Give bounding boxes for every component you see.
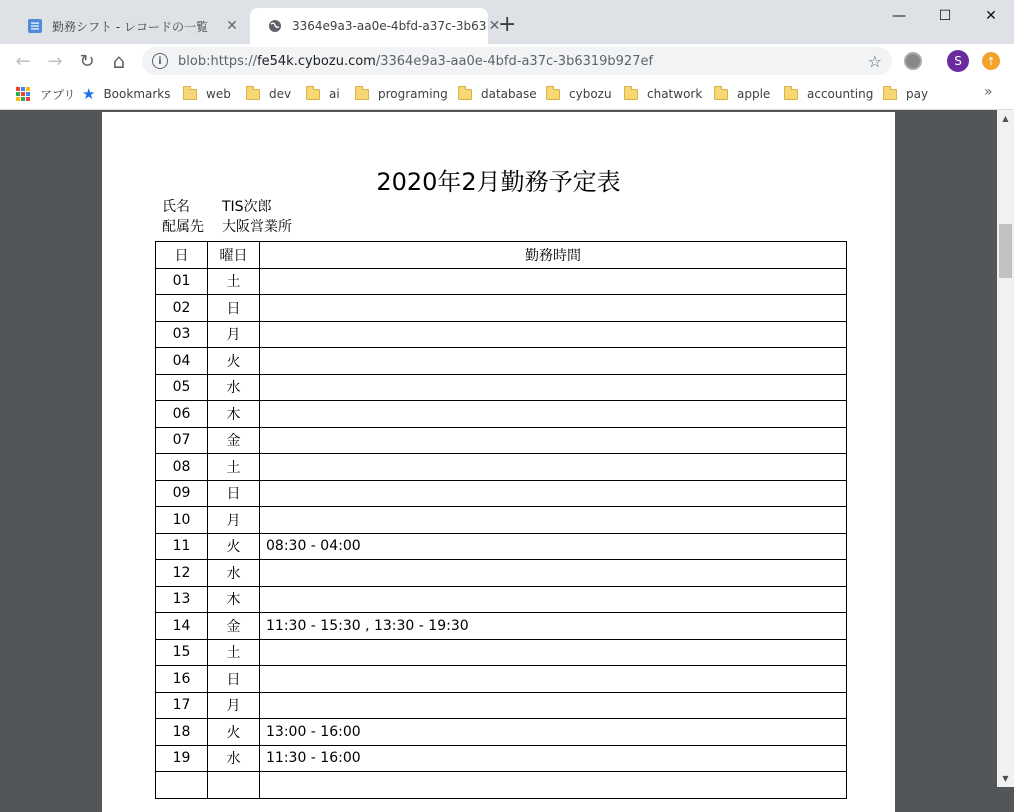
close-window-button[interactable]: ✕ [985,8,997,24]
folder-icon [546,89,560,100]
weekday-cell: 火 [208,348,260,375]
folder-icon [183,89,197,100]
apps-grid-icon [16,87,30,101]
site-info-icon[interactable]: i [152,53,168,69]
day-cell: 06 [156,401,208,428]
table-row [156,560,847,587]
work-hours-cell: 11:30 - 16:00 [260,745,847,772]
vertical-scrollbar[interactable] [997,110,1014,787]
schedule-table [155,241,847,799]
weekday-cell: 水 [208,374,260,401]
folder-icon [883,89,897,100]
work-hours-cell: 13:00 - 16:00 [260,719,847,746]
work-hours-cell [260,692,847,719]
day-cell: 19 [156,745,208,772]
day-cell: 12 [156,560,208,587]
folder-icon [458,89,472,100]
weekday-cell: 土 [208,268,260,295]
bookmark-apps[interactable] [16,86,76,102]
home-button[interactable]: ⌂ [112,49,126,73]
work-hours-cell [260,374,847,401]
work-hours-cell [260,321,847,348]
weekday-cell: 火 [208,719,260,746]
tab-close-icon[interactable]: ✕ [226,18,238,34]
document-title: 2020年2月勤務予定表 [376,168,621,196]
tab-blob-pdf[interactable] [250,8,501,44]
day-cell: 17 [156,692,208,719]
bookmark-label: programing [378,87,448,101]
weekday-cell: 金 [208,427,260,454]
bookmarks-overflow-button[interactable]: » [984,84,993,100]
bookmark-label: web [206,87,231,101]
bookmark-folder-pay[interactable] [883,86,928,102]
table-row [156,666,847,693]
day-cell: 09 [156,480,208,507]
folder-icon [784,89,798,100]
folder-icon [246,89,260,100]
table-row [156,480,847,507]
address-bar[interactable] [142,47,892,75]
tab-title: 勤務シフト - レコードの一覧 [52,19,208,34]
day-cell: 15 [156,639,208,666]
url-text [178,54,868,69]
bookmark-label: accounting [807,87,874,101]
table-row [156,454,847,481]
weekday-cell: 月 [208,692,260,719]
name-label: 氏名 [162,199,190,215]
work-hours-cell [260,560,847,587]
bookmark-label: dev [269,87,292,101]
day-cell: 02 [156,295,208,322]
table-row [156,745,847,772]
url-host: fe54k.cybozu.com [257,53,376,69]
name-row [162,196,272,216]
tab-close-icon[interactable]: ✕ [488,18,501,34]
table-row [156,772,847,799]
minimize-button[interactable]: — [892,8,906,24]
kintone-list-icon [28,19,42,33]
work-hours-cell [260,268,847,295]
bookmark-label: apple [737,87,771,101]
day-cell: 07 [156,427,208,454]
folder-icon [355,89,369,100]
weekday-cell: 水 [208,560,260,587]
bookmark-folder-database[interactable] [458,86,537,102]
table-row [156,295,847,322]
weekday-cell: 土 [208,639,260,666]
department-row [162,216,292,236]
work-hours-cell [260,639,847,666]
tab-shift-list[interactable] [10,8,250,44]
weekday-cell: 日 [208,295,260,322]
back-button[interactable]: ← [15,50,31,72]
work-hours-cell [260,772,847,799]
bookmark-label: Bookmarks [103,87,171,101]
table-row [156,321,847,348]
column-header-weekday: 曜日 [208,242,260,269]
work-hours-cell [260,507,847,534]
folder-icon [714,89,728,100]
work-hours-cell [260,454,847,481]
table-row [156,268,847,295]
profile-avatar[interactable]: S [947,50,969,72]
weekday-cell: 水 [208,745,260,772]
table-row [156,427,847,454]
column-header-work-hours: 勤務時間 [260,242,847,269]
department-label: 配属先 [162,219,204,235]
table-header-row [156,242,847,269]
folder-icon [306,89,320,100]
bookmark-folder-dev[interactable] [246,86,291,102]
day-cell [156,772,208,799]
day-cell: 08 [156,454,208,481]
table-row [156,719,847,746]
day-cell: 16 [156,666,208,693]
reload-button[interactable]: ↻ [79,50,95,72]
tab-title: 3364e9a3-aa0e-4bfd-a37c-3b63 [292,19,487,33]
bookmark-label: cybozu [569,87,612,101]
pdf-viewer [0,110,997,787]
weekday-cell [208,772,260,799]
table-row [156,401,847,428]
weekday-cell: 火 [208,533,260,560]
day-cell: 11 [156,533,208,560]
bookmark-folder-apple[interactable] [714,86,770,102]
day-cell: 04 [156,348,208,375]
tab-strip [0,0,1014,44]
department-value: 大阪営業所 [222,219,292,235]
day-cell: 14 [156,613,208,640]
day-cell: 01 [156,268,208,295]
star-icon: ★ [82,85,96,103]
scroll-up-arrow-icon[interactable]: ▲ [1002,114,1009,123]
work-hours-cell [260,295,847,322]
extension-gear-icon[interactable] [904,52,922,70]
bookmark-bookmarks[interactable] [82,86,171,102]
day-cell: 05 [156,374,208,401]
folder-icon [624,89,638,100]
table-row [156,613,847,640]
table-row [156,586,847,613]
bookmark-label: database [481,87,537,101]
bookmark-label: アプリ [40,87,76,102]
url-scheme: blob:https:// [178,53,258,69]
maximize-button[interactable]: ☐ [938,8,952,24]
pdf-page [102,112,895,812]
day-cell: 03 [156,321,208,348]
column-header-day: 日 [156,242,208,269]
bookmark-folder-ai[interactable] [306,86,340,102]
weekday-cell: 金 [208,613,260,640]
weekday-cell: 木 [208,401,260,428]
new-tab-button[interactable]: + [498,12,517,37]
table-row [156,692,847,719]
forward-button[interactable]: → [47,50,63,72]
extension-upload-icon[interactable]: ↑ [982,52,1000,70]
bookmark-folder-programing[interactable] [355,86,448,102]
url-path: /3364e9a3-aa0e-4bfd-a37c-3b6319b927ef [375,53,654,69]
scrollbar-thumb[interactable] [999,224,1012,278]
work-hours-cell [260,480,847,507]
name-value: TIS次郎 [222,199,272,215]
bookmark-folder-accounting[interactable] [784,86,873,102]
work-hours-cell: 11:30 - 15:30 , 13:30 - 19:30 [260,613,847,640]
weekday-cell: 月 [208,321,260,348]
bookmark-label: pay [906,87,929,101]
day-cell: 10 [156,507,208,534]
work-hours-cell [260,586,847,613]
weekday-cell: 日 [208,480,260,507]
browser-toolbar [0,44,1014,78]
weekday-cell: 日 [208,666,260,693]
table-row [156,374,847,401]
bookmark-star-icon[interactable]: ☆ [867,51,882,71]
bookmark-label: chatwork [647,87,703,101]
weekday-cell: 月 [208,507,260,534]
day-cell: 13 [156,586,208,613]
work-hours-cell [260,348,847,375]
work-hours-cell [260,427,847,454]
weekday-cell: 木 [208,586,260,613]
bookmark-folder-web[interactable] [183,86,231,102]
bookmark-folder-cybozu[interactable] [546,86,612,102]
weekday-cell: 土 [208,454,260,481]
table-row [156,639,847,666]
bookmarks-bar [0,78,1014,110]
scroll-down-arrow-icon[interactable]: ▼ [1002,774,1009,783]
work-hours-cell [260,666,847,693]
table-row [156,533,847,560]
day-cell: 18 [156,719,208,746]
work-hours-cell: 08:30 - 04:00 [260,533,847,560]
table-row [156,507,847,534]
bookmark-label: ai [329,87,340,101]
bookmark-folder-chatwork[interactable] [624,86,702,102]
globe-icon [268,19,282,33]
table-row [156,348,847,375]
work-hours-cell [260,401,847,428]
